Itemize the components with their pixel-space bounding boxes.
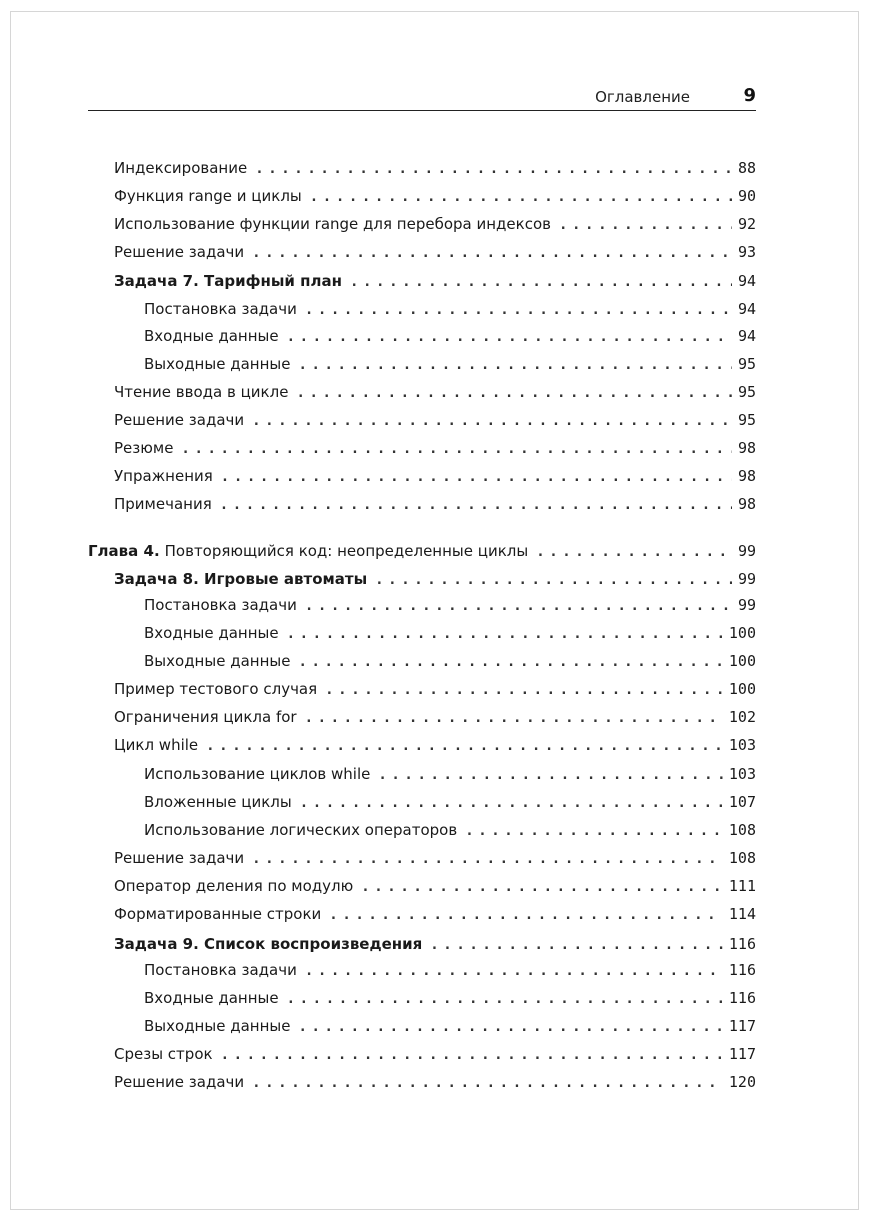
dot-leader [206,734,723,758]
dot-leader [310,185,732,209]
dot-leader [305,959,723,983]
toc-entry [114,156,756,180]
chapter-label: Глава 4. [88,542,160,560]
toc-entry [144,649,756,673]
toc-entry-title: Выходные данные [144,652,291,670]
toc-entry-title: Чтение ввода в цикле [114,383,289,401]
toc-entry-title: Форматированные строки [114,905,322,923]
toc-entry [144,986,756,1010]
toc-entry-page: 94 [737,327,756,345]
toc-entry [114,240,756,264]
toc-entry-title: Выходные данные [144,1017,291,1035]
dot-leader [298,1015,722,1039]
toc-entry-title: Постановка задачи [144,596,297,614]
dot-leader [361,875,723,899]
toc-entry-page: 90 [737,187,756,205]
page-number: 9 [743,85,756,106]
dot-leader [375,568,732,592]
toc-entry-page: 98 [737,467,756,485]
toc-entry [114,902,756,926]
toc-entry-title: Резюме [114,439,174,457]
toc-entry-page: 99 [737,570,756,588]
toc-entry [114,1042,756,1066]
toc-entry-title: Использование функции range для перебора индексов [114,215,551,233]
toc-entry-title: Упражнения [114,467,213,485]
toc-entry-page: 116 [728,935,756,953]
toc-entry-title: Ограничения цикла for [114,708,297,726]
toc-entry-page: 100 [728,680,756,698]
toc-entry-page: 88 [737,159,756,177]
dot-leader [252,409,732,433]
toc-entry-page: 111 [728,877,756,895]
toc-entry [144,762,756,786]
toc-entry [144,297,756,321]
dot-leader [298,353,731,377]
toc-entry [88,539,756,563]
toc-entry-title: Задача 9. Список воспроизведения [114,935,423,953]
toc-entry-title: Постановка задачи [144,300,297,318]
dot-leader [221,465,732,489]
toc-entry-title: Индексирование [114,159,248,177]
toc-entry-title: Решение задачи [114,411,245,429]
toc-entry [114,1070,756,1094]
toc-entry-title: Оператор деления по модулю [114,877,354,895]
toc-entry-page: 117 [728,1045,756,1063]
toc-entry-title: Использование циклов while [144,765,371,783]
dot-leader [296,381,732,405]
toc-entry [114,492,756,516]
dot-leader [181,437,732,461]
dot-leader [350,270,732,294]
toc-entry-page: 117 [728,1017,756,1035]
toc-entry [114,874,756,898]
toc-entry-page: 93 [737,243,756,261]
toc-entry-title [88,539,528,563]
toc-entry [114,380,756,404]
dot-leader [305,594,732,618]
toc-entry-page: 92 [737,215,756,233]
dot-leader [378,763,723,787]
toc-entry [144,958,756,982]
toc-entry-title: Входные данные [144,989,279,1007]
toc-entry-title: Использование логических операторов [144,821,458,839]
dot-leader [305,706,723,730]
dot-leader [465,819,723,843]
dot-leader [287,325,732,349]
running-head-title: Оглавление [595,88,690,106]
dot-leader [287,987,723,1011]
dot-leader [255,157,732,181]
toc-entry-title: Функция range и циклы [114,187,302,205]
toc-entry-title: Решение задачи [114,243,245,261]
dot-leader [430,933,723,957]
dot-leader [221,1043,723,1067]
toc-entry-page: 114 [728,905,756,923]
toc-entry-title: Задача 7. Тарифный план [114,272,342,290]
dot-leader [300,791,723,815]
toc-entry-page: 100 [728,624,756,642]
toc-entry [144,790,756,814]
toc-entry-page: 103 [728,736,756,754]
toc-entry-page: 99 [737,542,756,560]
toc-entry-page: 100 [728,652,756,670]
toc-entry-page: 95 [737,355,756,373]
toc-entry [144,621,756,645]
toc-entry-title: Входные данные [144,327,279,345]
dot-leader [298,650,722,674]
dot-leader [325,678,723,702]
toc-entry-title: Решение задачи [114,1073,245,1091]
toc-entry-page: 95 [737,411,756,429]
toc-entry-title: Решение задачи [114,849,245,867]
toc-entry-page: 95 [737,383,756,401]
toc-entry [114,408,756,432]
toc-entry [114,567,756,591]
toc-entry [144,324,756,348]
toc-entry [114,705,756,729]
toc-entry-title: Выходные данные [144,355,291,373]
toc-entry-page: 116 [728,989,756,1007]
toc-entry [114,269,756,293]
toc-entry-page: 108 [728,849,756,867]
toc-entry-page: 94 [737,300,756,318]
dot-leader [252,847,723,871]
toc-entry [144,1014,756,1038]
toc-entry-page: 107 [728,793,756,811]
toc-entry [114,733,756,757]
toc-entry-title: Пример тестового случая [114,680,318,698]
toc-entry-title: Вложенные циклы [144,793,292,811]
toc-entry-title: Задача 8. Игровые автоматы [114,570,368,588]
dot-leader [252,241,732,265]
toc-entry [114,212,756,236]
dot-leader [559,213,732,237]
toc-entry [114,464,756,488]
toc-entry-page: 102 [728,708,756,726]
dot-leader [287,622,723,646]
toc-entry-page: 98 [737,495,756,513]
toc-entry-page: 98 [737,439,756,457]
toc-entry-title: Примечания [114,495,212,513]
toc-entry-page: 108 [728,821,756,839]
toc-entry [114,846,756,870]
toc-entry-page: 103 [728,765,756,783]
dot-leader [536,540,732,564]
dot-leader [220,493,732,517]
dot-leader [305,298,732,322]
toc-entry-title: Постановка задачи [144,961,297,979]
toc-entry [114,436,756,460]
chapter-title: Повторяющийся код: неопределенные циклы [164,542,529,560]
toc-entry [144,352,756,376]
toc-entry [114,932,756,956]
running-head [88,84,756,111]
toc-entry-page: 120 [728,1073,756,1091]
dot-leader [252,1071,723,1095]
toc-entry-page: 116 [728,961,756,979]
toc-entry-page: 94 [737,272,756,290]
toc-entry-title: Цикл while [114,736,199,754]
dot-leader [329,903,723,927]
toc-entry [144,818,756,842]
toc-entry-title: Входные данные [144,624,279,642]
toc-entry [114,184,756,208]
toc-entry [144,593,756,617]
toc-entry-title: Срезы строк [114,1045,213,1063]
toc-entry-page: 99 [737,596,756,614]
toc-entry [114,677,756,701]
